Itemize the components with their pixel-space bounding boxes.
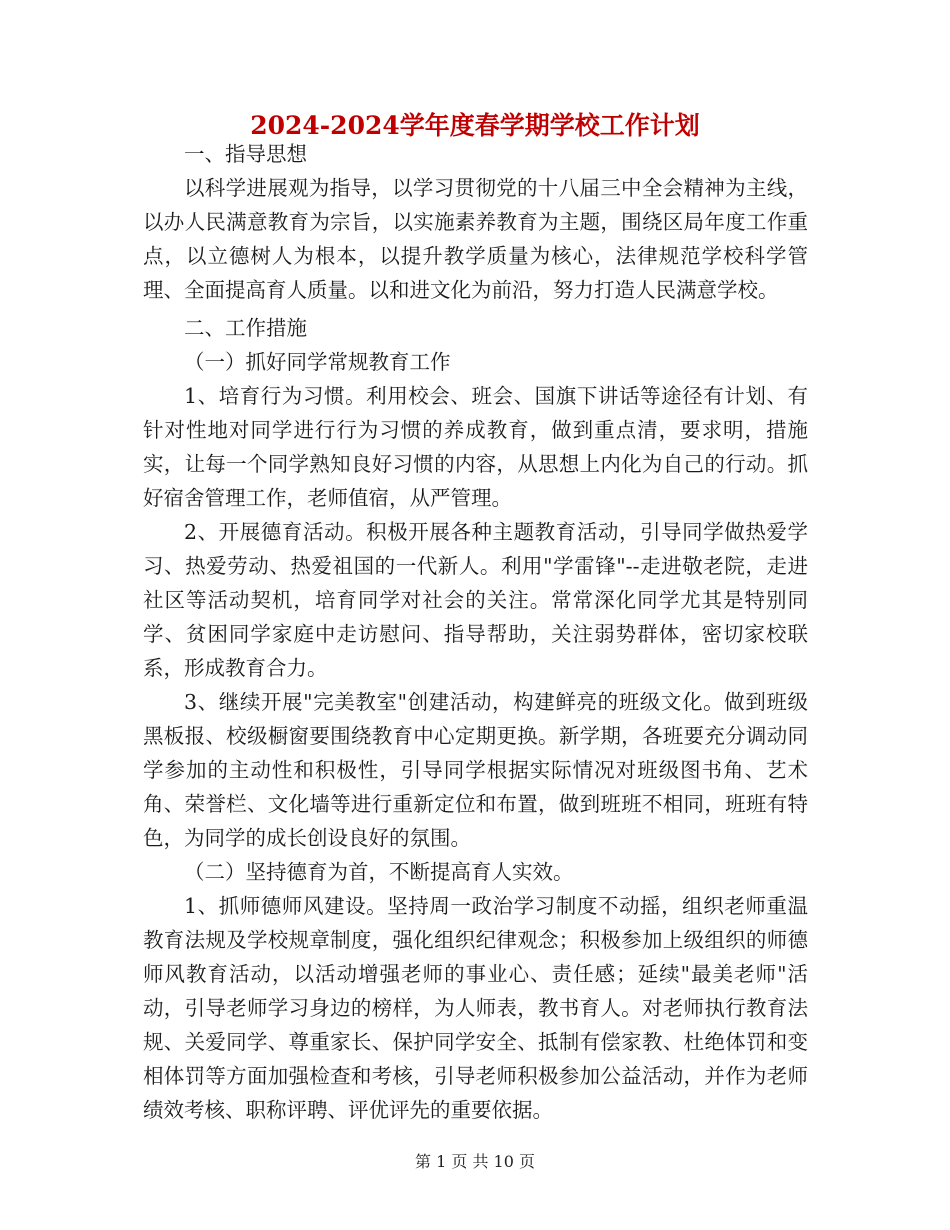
- paragraph-moral-activities: 2、开展德育活动。积极开展各种主题教育活动，引导同学做热爱学习、热爱劳动、热爱祖国的一代新人。利用"学雷锋"--走进敬老院，走进社区等活动契机，培育同学对社会的关注。常常深化同学尤其是特别同学、贫困同学家庭中走访慰问、指导帮助，关注弱势群体，密切家校联系，形成教育合力。: [143, 520, 808, 680]
- paragraph-behavior-habits: 1、培育行为习惯。利用校会、班会、国旗下讲话等途径有计划、有针对性地对同学进行行为习惯的养成教育，做到重点清，要求明，措施实，让每一个同学熟知良好习惯的内容，从思想上内化为自己的行动。抓好宿舍管理工作，老师值宿，从严管理。: [143, 384, 808, 510]
- section-heading-guiding-thought: 一、指导思想: [184, 142, 307, 166]
- paragraph-guiding-thought: 以科学进展观为指导，以学习贯彻党的十八届三中全会精神为主线，以办人民满意教育为宗旨，以实施素养教育为主题，围绕区局年度工作重点，以立德树人为根本，以提升教学质量为核心，法律规范学校科学管理、全面提高育人质量。以和进文化为前沿，努力打造人民满意学校。: [143, 176, 808, 302]
- subsection-heading-routine-education: （一）抓好同学常规教育工作: [184, 350, 451, 374]
- paragraph-perfect-classroom: 3、继续开展"完美教室"创建活动，构建鲜亮的班级文化。做到班级黑板报、校级橱窗要围绕教育中心定期更换。新学期，各班要充分调动同学参加的主动性和积极性，引导同学根据实际情况对班级图书角、艺术角、荣誉栏、文化墙等进行重新定位和布置，做到班班不相同，班班有特色，为同学的成长创设良好的氛围。: [143, 690, 808, 850]
- page-number-footer: 第 1 页 共 10 页: [415, 1152, 535, 1171]
- paragraph-teacher-ethics: 1、抓师德师风建设。坚持周一政治学习制度不动摇，组织老师重温教育法规及学校规章制度，强化组织纪律观念；积极参加上级组织的师德师风教育活动，以活动增强老师的事业心、责任感；延续"最美老师"活动，引导老师学习身边的榜样，为人师表，教书育人。对老师执行教育法规、关爱同学、尊重家长、保护同学安全、抵制有偿家教、杜绝体罚和变相体罚等方面加强检查和考核，引导老师积极参加公益活动，并作为老师绩效考核、职称评聘、评优评先的重要依据。: [143, 894, 808, 1122]
- section-heading-work-measures: 二、工作措施: [184, 316, 307, 340]
- document-body: [143, 133, 808, 1127]
- document-title: 2024-2024学年度春学期学校工作计划: [250, 111, 700, 140]
- subsection-heading-moral-first: （二）坚持德育为首，不断提高育人实效。: [184, 860, 574, 884]
